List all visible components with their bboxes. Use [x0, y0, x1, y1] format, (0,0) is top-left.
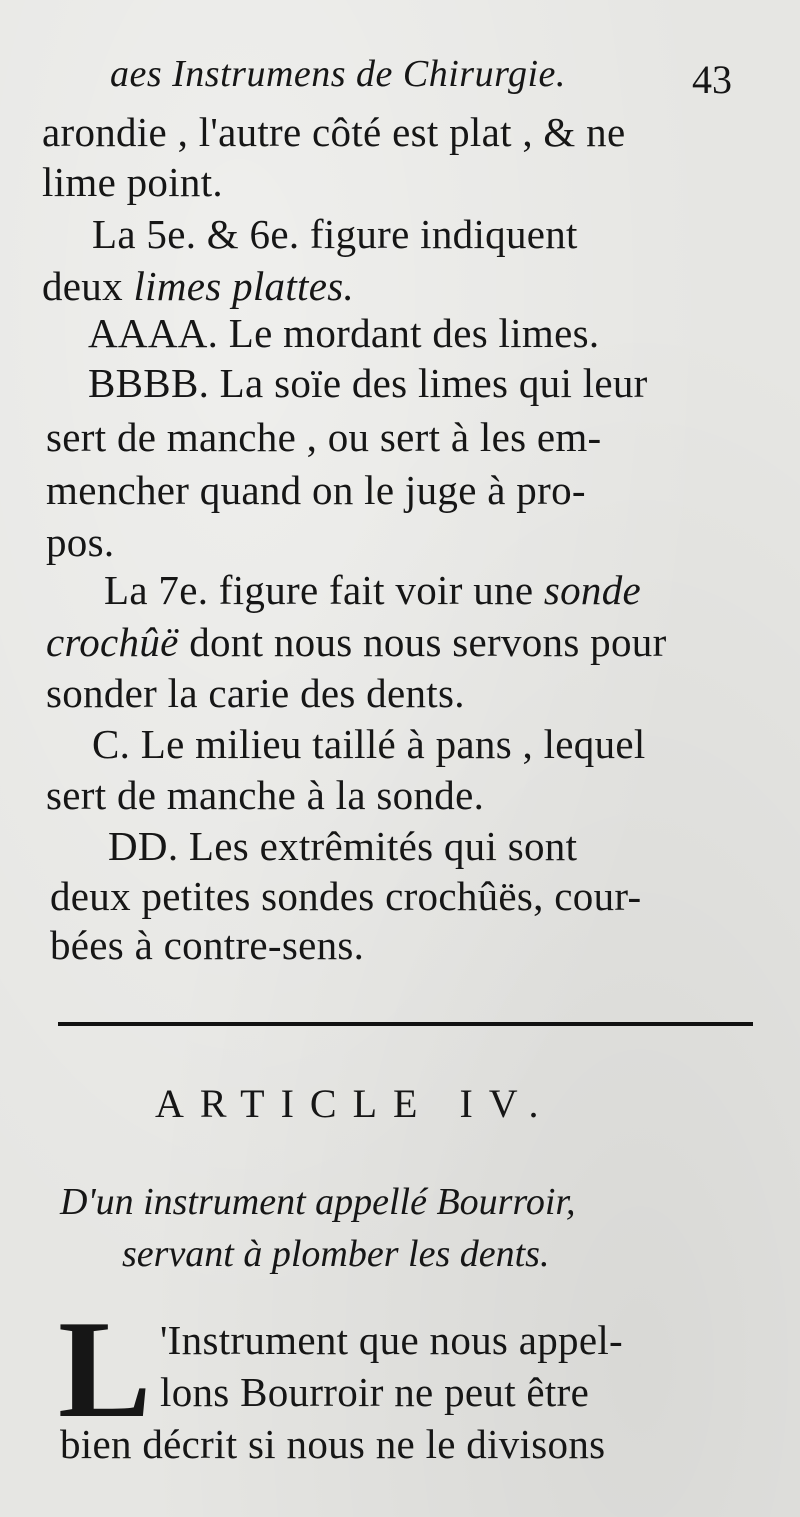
article-heading: ARTICLE IV.: [155, 1081, 555, 1126]
running-title: aes Instrumens de Chirurgie.: [110, 53, 566, 95]
italic-term: crochûë: [46, 619, 179, 665]
text-line: lime point.: [42, 159, 223, 205]
italic-term: sonde: [543, 567, 642, 613]
text-line: lons Bourroir ne peut être: [160, 1369, 590, 1415]
article-subtitle-line: servant à plomber les dents.: [122, 1233, 550, 1275]
text-line: C. Le milieu taillé à pans , lequel: [92, 721, 646, 767]
text-line: bées à contre-sens.: [50, 922, 365, 968]
text-line: DD. Les extrêmités qui sont: [108, 823, 578, 869]
text-line: [104, 567, 642, 613]
text-segment: dont nous nous servons pour: [189, 619, 667, 665]
article-subtitle-line: D'un instrument appellé Bourroir,: [60, 1181, 576, 1223]
text-line: bien décrit si nous ne le divisons: [60, 1421, 606, 1467]
text-line: La 5e. & 6e. figure indiquent: [92, 211, 578, 257]
text-segment: deux: [42, 263, 123, 309]
italic-term: limes plattes.: [133, 263, 355, 309]
section-rule: [58, 1022, 753, 1026]
text-line: AAAA. Le mordant des limes.: [88, 310, 600, 356]
text-segment: La 7e. figure fait voir une: [104, 567, 534, 613]
text-line: sert de manche , ou sert à les em-: [46, 414, 602, 460]
text-line: arondie , l'autre côté est plat , & ne: [42, 109, 626, 155]
text-line: mencher quand on le juge à pro-: [46, 467, 586, 513]
text-line: BBBB. La soïe des limes qui leur: [88, 360, 648, 406]
text-line: pos.: [46, 519, 115, 565]
text-line: [46, 619, 667, 665]
text-line: deux petites sondes crochûës, cour-: [50, 873, 642, 919]
text-line: sonder la carie des dents.: [46, 670, 465, 716]
text-line: 'Instrument que nous appel-: [160, 1317, 623, 1363]
page-header: [110, 52, 750, 102]
text-line: sert de manche à la sonde.: [46, 772, 485, 818]
page-number: 43: [692, 57, 732, 102]
text-line: [42, 263, 355, 309]
drop-cap: L: [58, 1292, 152, 1447]
